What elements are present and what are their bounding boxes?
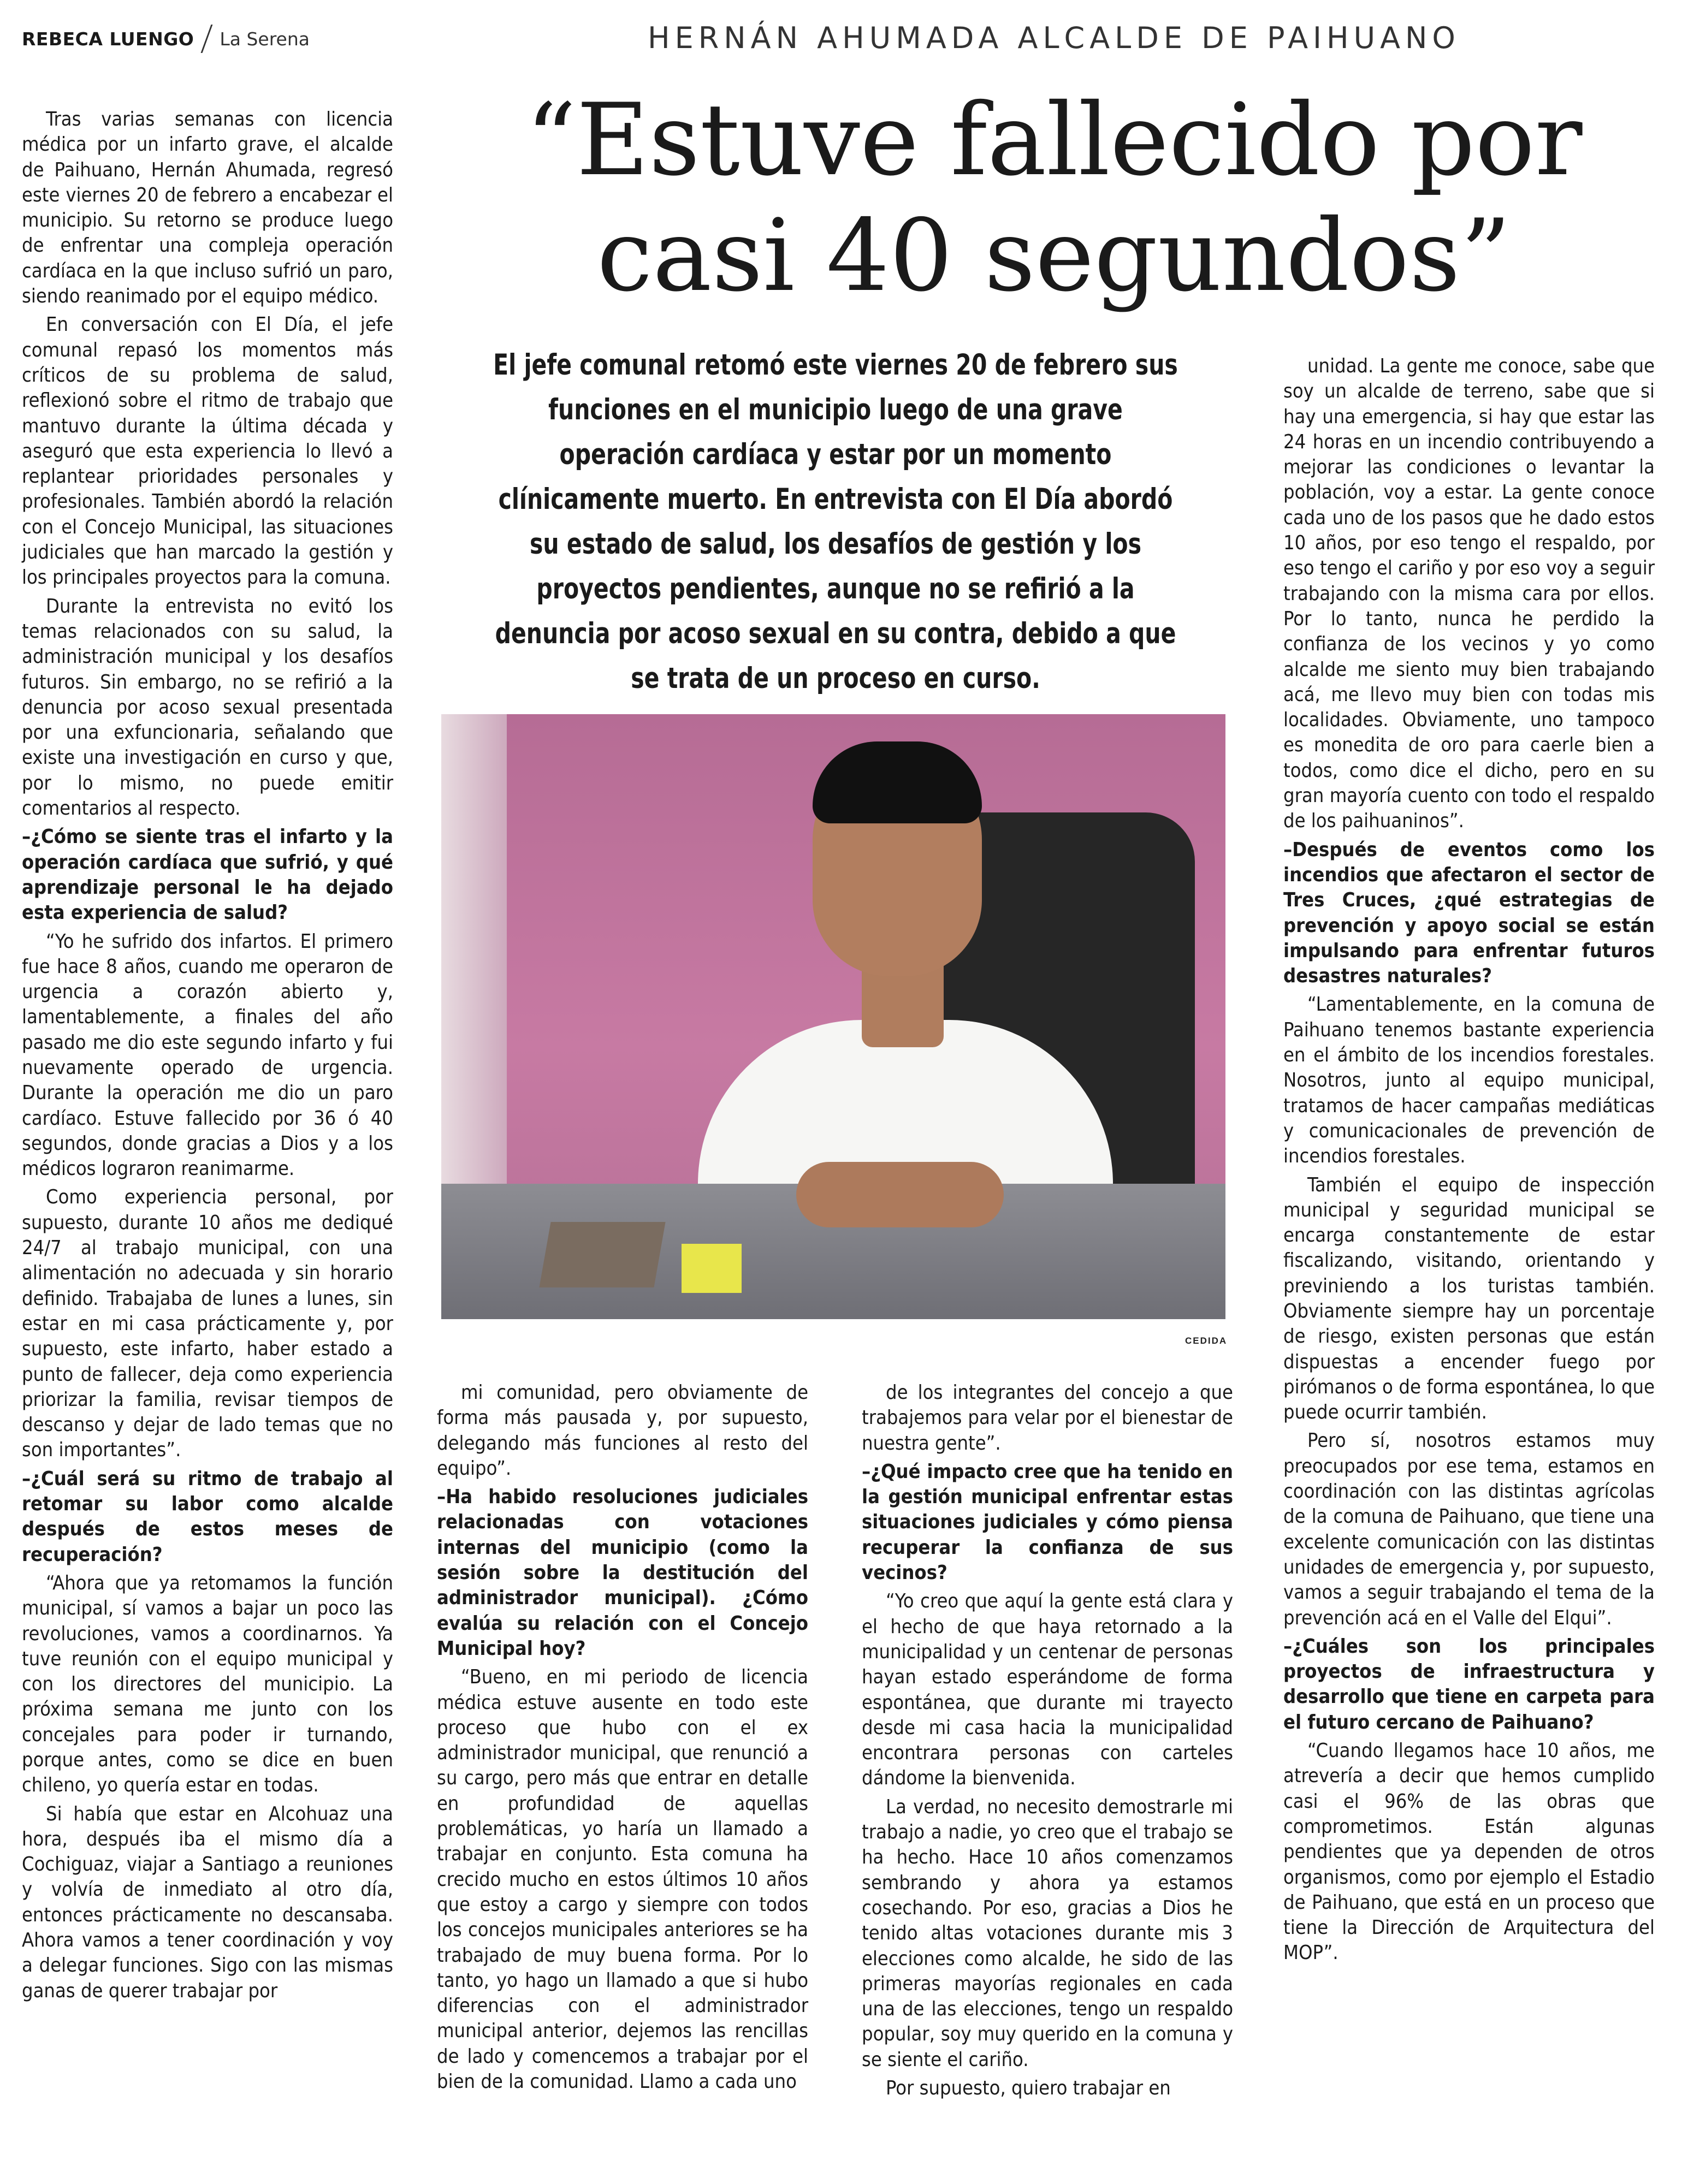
photo-sticky-note	[682, 1244, 742, 1293]
author-name: REBECA LUENGO	[22, 28, 194, 50]
byline-divider	[201, 25, 213, 53]
article-paragraph: La verdad, no necesito demostrarle mi trabajo a nadie, yo creo que el trabajo se ha hecho. Hace 10 años comenzamos sembrando y ahora ya estamos cosechando. Por eso, gracias a Dios he tenido altas votaciones durante mis 3 elecciones como alcalde, he sido de las primeras mayorías regionales en cada una de las elecciones, tengo un respaldo popular, soy muy querido en la comuna y se siente el cariño.	[862, 1795, 1233, 2071]
photo-credit: CEDIDA	[1185, 1336, 1228, 1346]
article-paragraph: Si había que estar en Alcohuaz una hora, después iba el mismo día a Cochiguaz, viajar a Santiago a reuniones y volvía de inmediato al otro día, entonces prácticamente no descansaba. Ahora vamos a tener coordinación y voy a delegar funciones. Sigo con las mismas ganas de querer trabajar por	[22, 1802, 393, 2002]
article-paragraph: Como experiencia personal, por supuesto, durante 10 años me dediqué 24/7 al trabajo municipal, con una alimentación no adecuada y sin horario definido. Trabajaba de lunes a lunes, sin estar en mi casa prácticamente y, por supuesto, este infarto, haber estado a punto de fallecer, deja como experiencia priorizar la familia, revisar tiempos de descanso y dejar de lado temas que no son importantes”.	[22, 1186, 393, 1462]
article-paragraph: de los integrantes del concejo a que trabajemos para velar por el bienestar de nuestra gente”.	[862, 1381, 1233, 1455]
interview-question: –¿Cuáles son los principales proyectos de infraestructura y desarrollo que tiene en carpeta para el futuro cercano de Paihuano?	[1283, 1635, 1655, 1734]
interview-question: –Después de eventos como los incendios que afectaron el sector de Tres Cruces, ¿qué estrategias de prevención y apoyo social se están impulsando para enfrentar futuros desastres naturales?	[1283, 838, 1655, 988]
headline-line-2: casi 40 segundos”	[597, 198, 1511, 313]
article-paragraph: “Yo creo que aquí la gente está clara y el hecho de que haya retornado a la municipalidad y un centenar de personas hayan estado esperándome de forma espontánea, que durante mi trayecto desde mi casa hacia la municipalidad encontrara personas con carteles dándome la bienvenida.	[862, 1590, 1233, 1790]
article-paragraph: También el equipo de inspección municipal y seguridad municipal se encarga constantemente de estar fiscalizando, visitando, orientando y previniendo a los turistas también. Obviamente siempre hay un porcentaje de riesgo, existen personas que están dispuestas a encender fuego por pirómanos o de forma espontánea, lo que puede ocurrir también.	[1283, 1173, 1655, 1424]
article-paragraph: Tras varias semanas con licencia médica por un infarto grave, el alcalde de Paihuano, Hernán Ahumada, regresó este viernes 20 de febrero a encabezar el municipio. Su retorno se produce luego de enfrentar una compleja operación cardíaca en la que incluso sufrió un paro, siendo reanimado por el equipo médico.	[22, 108, 393, 308]
byline	[22, 25, 310, 52]
article-paragraph: Durante la entrevista no evitó los temas relacionados con su salud, la administración municipal y los desafíos futuros. Sin embargo, no se refirió a la denuncia por acoso sexual presentada por una exfuncionaria, señalando que existe una investigación en curso y que, por lo mismo, no puede emitir comentarios al respecto.	[22, 595, 393, 820]
article-column-4	[1283, 354, 1655, 1969]
article-paragraph: “Cuando llegamos hace 10 años, me atrevería a decir que hemos cumplido casi el 96% de las obras que comprometimos. Están algunas pendientes que ya dependen de otros organismos, como por ejemplo el Estadio de Paihuano, que está en un proceso que tiene la Dirección de Arquitectura del MOP”.	[1283, 1740, 1655, 1965]
headline-line-1: “Estuve fallecido por	[525, 82, 1583, 198]
article-paragraph: En conversación con El Día, el jefe comunal repasó los momentos más críticos de su problema de salud, reflexionó sobre el ritmo de trabajo que mantuvo durante la última década y aseguró que esta experiencia lo llevó a replantear prioridades personales y profesionales. También abordó la relación con el Concejo Municipal, las situaciones judiciales que han marcado la gestión y los principales proyectos para la comuna.	[22, 313, 393, 589]
interview-question: –¿Cuál será su ritmo de trabajo al retomar su labor como alcalde después de estos meses de recuperación?	[22, 1467, 393, 1566]
article-column-1	[22, 107, 393, 2007]
interview-question: –Ha habido resoluciones judiciales relacionadas con votaciones internas del municipio (como la sesión sobre la destitución del administrador municipal). ¿Cómo evalúa su relación con el Concejo Municipal hoy?	[437, 1486, 808, 1660]
dateline-place: La Serena	[220, 28, 310, 50]
interview-question: –¿Cómo se siente tras el infarto y la operación cardíaca que sufrió, y qué aprendizaje personal le ha dejado esta experiencia de salud?	[22, 826, 393, 924]
article-column-2	[437, 1380, 808, 2098]
headline	[437, 82, 1671, 313]
photo-hands	[796, 1162, 1004, 1227]
article-paragraph: unidad. La gente me conoce, sabe que soy un alcalde de terreno, sabe que si hay una emergencia, si hay que estar las 24 horas en un incendio contribuyendo a mejorar las condiciones o levantar la población, voy a estar. La gente conoce cada uno de los pasos que he dado estos 10 años, por eso tengo el respaldo, por eso tengo el cariño y por eso voy a seguir trabajando con la misma cara por ellos. Por lo tanto, nunca he perdido la confianza de los vecinos y yo como alcalde me siento muy bien trabajando acá, me llevo muy bien con todas mis localidades. Obviamente, uno tampoco es monedita de oro para caerle bien a todos, como dice el dicho, pero en su gran mayoría cuento con todo el respaldo de los paihuaninos”.	[1283, 355, 1655, 833]
article-paragraph: “Ahora que ya retomamos la función municipal, sí vamos a bajar un poco las revoluciones, vamos a coordinarnos. Ya tuve reunión con el equipo municipal y con los directores del municipio. La próxima semana me junto con los concejales para poder ir turnando, porque antes, como se dice en buen chileno, yo quería estar en todas.	[22, 1571, 393, 1797]
article-paragraph: “Lamentablemente, en la comuna de Paihuano tenemos bastante experiencia en el ámbito de los incendios forestales. Nosotros, junto al equipo municipal, tratamos de hacer campañas mediáticas y comunicacionales de prevención de incendios forestales.	[1283, 993, 1655, 1168]
article-paragraph: “Bueno, en mi periodo de licencia médica estuve ausente en todo este proceso que hubo con el ex administrador municipal, que renunció a su cargo, pero más que entrar en detalle en profundidad de aquellas problemáticas, yo haría un llamado a trabajar en conjunto. Esta comuna ha crecido mucho en estos últimos 10 años que estoy a cargo y siempre con todos los concejos municipales anteriores se ha trabajado de muy buena forma. Por lo tanto, yo hago un llamado a que si hubo diferencias con el administrador municipal anterior, dejemos las rencillas de lado y comencemos a trabajar por el bien de la comunidad. Llamo a cada uno	[437, 1666, 808, 2093]
article-paragraph: “Yo he sufrido dos infartos. El primero fue hace 8 años, cuando me operaron de urgencia a corazón abierto y, lamentablemente, a finales del año pasado me dio este segundo infarto y fui nuevamente operado de urgencia. Durante la operación me dio un paro cardíaco. Estuve fallecido por 36 ó 40 segundos, donde gracias a Dios y a los médicos lograron reanimarme.	[22, 930, 393, 1180]
portrait-photo	[441, 714, 1225, 1319]
dek: El jefe comunal retomó este viernes 20 de febrero sus funciones en el municipio luego de una grave operación cardíaca y estar por un momento clínicamente muerto. En entrevista con El Día abordó su estado de salud, los desafíos de gestión y los proyectos pendientes, aunque no se refirió a la denuncia por acoso sexual en su contra, debido a que se trata de un proceso en curso.	[493, 348, 1178, 695]
photo-hair	[813, 741, 982, 823]
kicker: HERNÁN AHUMADA ALCALDE DE PAIHUANO	[648, 21, 1460, 55]
photo-tray	[539, 1222, 665, 1287]
article-paragraph: Por supuesto, quiero trabajar en	[886, 2077, 1171, 2100]
interview-question: –¿Qué impacto cree que ha tenido en la gestión municipal enfrentar estas situaciones judiciales y cómo piensa recuperar la confianza de sus vecinos?	[862, 1460, 1233, 1584]
article-column-3	[862, 1380, 1233, 2104]
article-paragraph: mi comunidad, pero obviamente de forma más pausada y, por supuesto, delegando más funciones al resto del equipo”.	[437, 1381, 808, 1480]
article-paragraph: Pero sí, nosotros estamos muy preocupados por ese tema, estamos en coordinación con las distintas agrícolas de la comuna de Paihuano, que tiene una excelente comunicación con las distintas unidades de emergencia y, por supuesto, vamos a seguir trabajando el tema de la prevención acá en el Valle del Elqui”.	[1283, 1429, 1655, 1629]
